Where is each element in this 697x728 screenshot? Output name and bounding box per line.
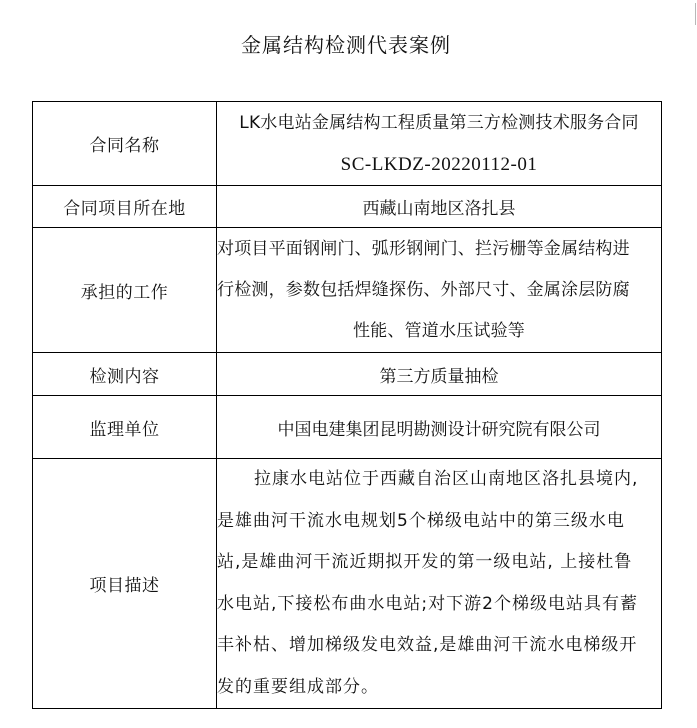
table-row-inspection-content bbox=[33, 353, 662, 396]
edge-divider bbox=[695, 3, 696, 25]
contract-code-text: SC-LKDZ-20220112-01 bbox=[340, 153, 538, 175]
table-row-supervisor bbox=[33, 396, 662, 459]
table-row-work bbox=[33, 228, 662, 353]
table-row-contract-name bbox=[33, 102, 662, 186]
description-line: 丰补枯、增加梯级发电效益,是雄曲河干流水电梯级开 bbox=[217, 635, 638, 655]
label-contract-name: 合同名称 bbox=[33, 102, 217, 186]
description-line: 站,是雄曲河干流近期拟开发的第一级电站, 上接杜鲁 bbox=[217, 552, 633, 572]
label-location: 合同项目所在地 bbox=[33, 186, 217, 228]
label-inspection-content: 检测内容 bbox=[33, 353, 217, 396]
work-line: 行检测，参数包括焊缝探伤、外部尺寸、金属涂层防腐 bbox=[217, 279, 630, 300]
value-work bbox=[217, 228, 662, 353]
value-location: 西藏山南地区洛扎县 bbox=[217, 186, 662, 228]
table-row-location bbox=[33, 186, 662, 228]
table-row-project-description bbox=[33, 459, 662, 709]
case-table bbox=[32, 101, 662, 709]
work-line: 对项目平面钢闸门、弧形钢闸门、拦污栅等金属结构进 bbox=[217, 238, 630, 259]
project-description-text bbox=[217, 459, 661, 708]
label-work: 承担的工作 bbox=[33, 228, 217, 353]
contract-name-text: LK水电站金属结构工程质量第三方检测技术服务合同 bbox=[239, 112, 639, 133]
description-line: 发的重要组成部分。 bbox=[217, 676, 379, 697]
page-title: 金属结构检测代表案例 bbox=[241, 33, 451, 57]
value-contract-name bbox=[217, 102, 662, 186]
label-project-description: 项目描述 bbox=[33, 459, 217, 709]
work-line: 性能、管道水压试验等 bbox=[353, 320, 525, 341]
description-line: 水电站,下接松布曲水电站;对下游2个梯级电站具有蓄 bbox=[217, 593, 638, 614]
label-supervisor: 监理单位 bbox=[33, 396, 217, 459]
description-line: 是雄曲河干流水电规划5个梯级电站中的第三级水电 bbox=[217, 510, 625, 531]
work-description bbox=[217, 229, 661, 352]
value-inspection-content: 第三方质量抽检 bbox=[217, 353, 662, 396]
value-supervisor: 中国电建集团昆明勘测设计研究院有限公司 bbox=[217, 396, 662, 459]
description-line: 拉康水电站位于西藏自治区山南地区洛扎县境内, bbox=[254, 469, 639, 489]
value-project-description bbox=[217, 459, 662, 709]
